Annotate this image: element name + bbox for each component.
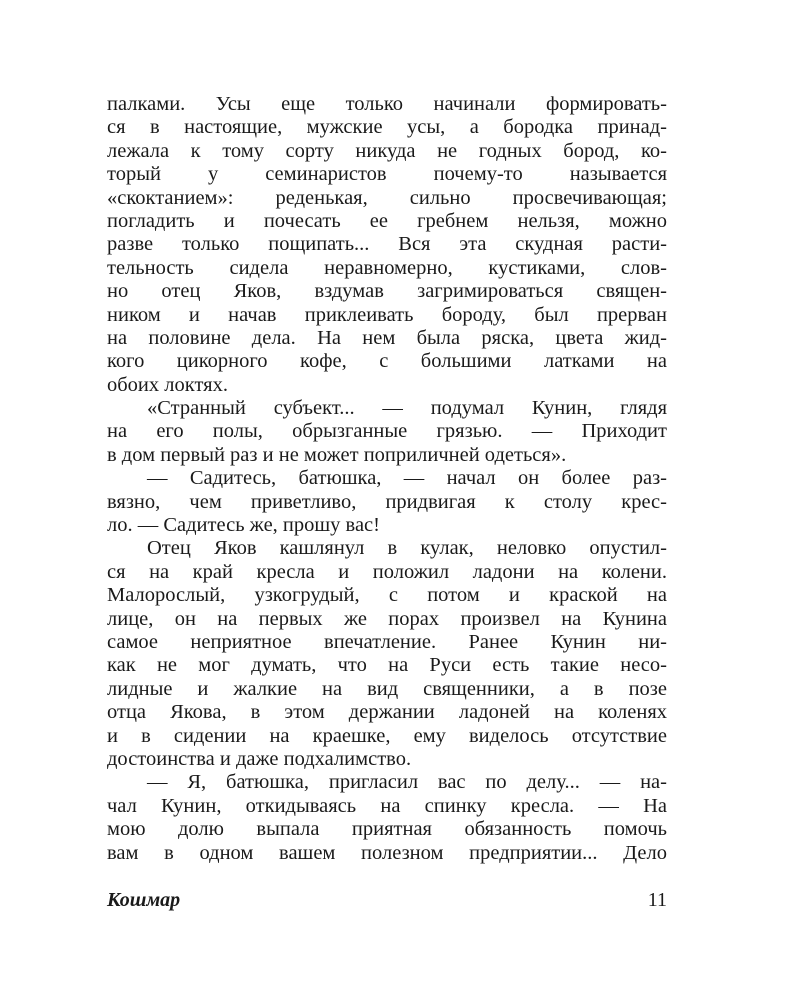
text-line: и в сидении на краешке, ему виделось отсутствие (107, 724, 667, 747)
text-line: чал Кунин, откидываясь на спинку кресла. — На (107, 794, 667, 817)
text-line: ся в настоящие, мужские усы, а бородка принад- (107, 116, 667, 139)
text-line: на его полы, обрызганные грязью. — Приходит (107, 420, 667, 443)
text-line: вам в одном вашем полезном предприятии... Дело (107, 841, 667, 864)
text-line: как не мог думать, что на Руси есть такие несо- (107, 654, 667, 677)
text-line: палками. Усы еще только начинали формировать- (107, 93, 667, 115)
text-line: самое неприятное впечатление. Ранее Кунин ни- (107, 630, 667, 653)
text-line: лидные и жалкие на вид священники, а в позе (107, 677, 667, 700)
text-line: отца Якова, в этом держании ладоней на коленях (107, 701, 667, 724)
text-line: Малорослый, узкогрудый, с потом и краской на (107, 584, 667, 607)
text-line: обоих локтях. (107, 373, 228, 396)
text-line: — Садитесь, батюшка, — начал он более раз- (147, 467, 667, 490)
text-line: ся на край кресла и положил ладони на колени. (107, 560, 667, 583)
text-line: торый у семинаристов почему-то называется (107, 163, 667, 186)
text-line: «Странный субъект... — подумал Кунин, глядя (147, 397, 667, 420)
text-line: — Я, батюшка, пригласил вас по делу... — на- (147, 771, 667, 794)
body-text (107, 93, 667, 865)
text-line: ло. — Садитесь же, прошу вас! (107, 514, 380, 537)
text-line: Отец Яков кашлянул в кулак, неловко опустил- (147, 537, 667, 560)
text-line: мою долю выпала приятная обязанность помочь (107, 818, 667, 841)
text-line: кого цикорного кофе, с большими латками на (107, 350, 667, 373)
text-line: разве только пощипать... Вся эта скудная расти- (107, 233, 667, 256)
text-line: вязно, чем приветливо, придвигая к столу крес- (107, 490, 667, 513)
text-line: в дом первый раз и не может поприличней одеться». (107, 443, 567, 466)
text-line: на половине дела. На нем была ряска, цвета жид- (107, 326, 667, 349)
text-line: лежала к тому сорту никуда не годных бород, ко- (107, 139, 667, 162)
text-line: тельность сидела неравномерно, кустиками, слов- (107, 256, 667, 279)
running-title: Кошмар (107, 889, 181, 911)
text-line: «скоктанием»: реденькая, сильно просвечивающая; (107, 186, 667, 209)
page-number: 11 (647, 889, 667, 911)
page-footer (107, 889, 667, 915)
text-line: достоинства и даже подхалимство. (107, 747, 412, 770)
text-line: лице, он на первых же порах произвел на Кунина (107, 607, 667, 630)
text-line: погладить и почесать ее гребнем нельзя, можно (107, 209, 667, 232)
text-line: ником и начав приклеивать бороду, был прерван (107, 303, 667, 326)
text-line: но отец Яков, вздумав загримироваться священ- (107, 280, 667, 303)
